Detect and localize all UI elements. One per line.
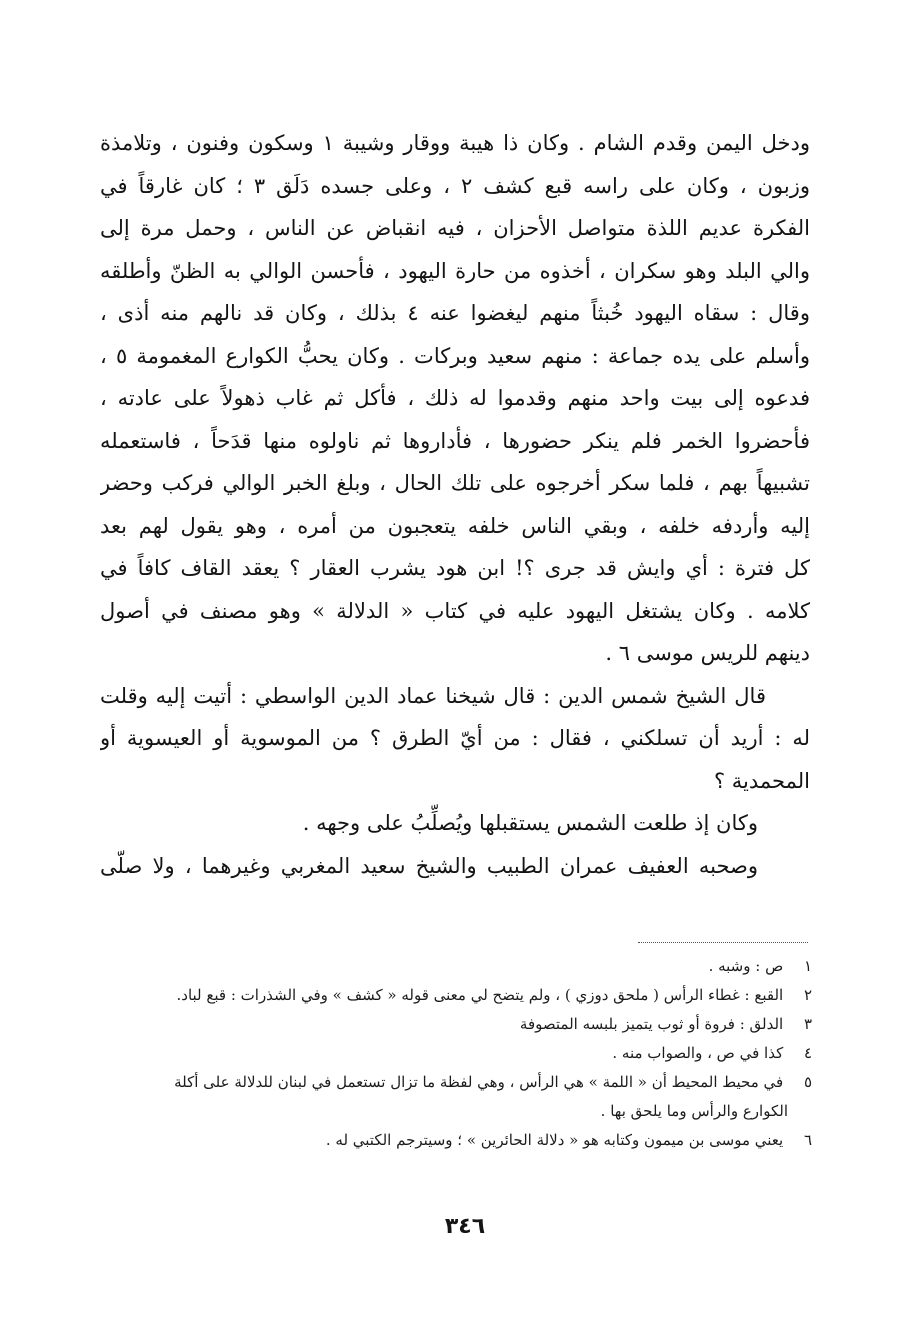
footnote-text: كذا في ص ، والصواب منه . [612, 1044, 784, 1062]
text-line: الفكرة عديم اللذة متواصل الأحزان ، فيه انقباض عن الناس ، وحمل مرة إلى [100, 216, 810, 240]
text-line: قال الشيخ شمس الدين : قال شيخنا عماد الدين الواسطي : أتيت إليه وقلت [100, 683, 766, 708]
footnote [100, 952, 812, 981]
text-line: وكان إذ طلعت الشمس يستقبلها ويُصلِّبُ على وجهه . [302, 811, 758, 835]
text-line: إليه وأردفه خلفه ، وبقي الناس خلفه يتعجبون من أمره ، وهو يقول لهم بعد [100, 513, 810, 538]
footnote [100, 981, 812, 1010]
text-line: له : أريد أن تسلكني ، فقال : من أيّ الطرق ؟ من الموسوية أو العيسوية أو [100, 726, 810, 750]
text-line: تشبيهاً بهم ، فلما سكر أخرجوه على تلك الحال ، وبلغ الخبر الوالي فركب وحضر [100, 471, 810, 495]
text-line: المحمدية ؟ [713, 768, 810, 793]
footnote-number: ٤ [803, 1044, 812, 1062]
footnote-number: ٦ [803, 1131, 812, 1149]
footnote-text: الكوارع والرأس وما يلحق بها . [600, 1102, 788, 1120]
text-line: فأحضروا الخمر فلم ينكر حضورها ، فأداروها ثم ناولوه منها قدَحاً ، فاستعمله [100, 428, 810, 453]
main-text [100, 122, 810, 887]
text-line: وزبون ، وكان على راسه قبع كشف ٢ ، وعلى جسده دَلَق ٣ ؛ كان غارقاً في [100, 173, 810, 198]
text-line: فدعوه إلى بيت واحد منهم وقدموا له ذلك ، فأكل ثم غاب ذهولاً على عادته ، [100, 386, 810, 410]
footnote-number: ٢ [803, 986, 812, 1004]
footnote [100, 1039, 812, 1068]
text-line: دينهم للريس موسى ٦ . [605, 641, 810, 665]
text-line: وأسلم على يده جماعة : منهم سعيد وبركات . وكان يحبُّ الكوارع المغمومة ٥ ، [100, 343, 810, 368]
footnote-divider [638, 942, 808, 943]
text-line: وقال : سقاه اليهود خُبثاً منهم ليغضوا عنه ٤ بذلك ، وكان قد نالهم منه أذى ، [100, 301, 810, 325]
footnote [100, 1068, 812, 1097]
footnote-text: في محيط المحيط أن « اللمة » هي الرأس ، وهي لفظة ما تزال تستعمل في لبنان للدلالة على أكلة [174, 1073, 784, 1091]
text-line: ودخل اليمن وقدم الشام . وكان ذا هيبة ووقار وشيبة ١ وسكون وفنون ، وتلامذة [100, 131, 810, 155]
footnote-text: الدلق : فروة أو ثوب يتميز بلبسه المتصوفة [519, 1015, 784, 1033]
footnotes [100, 952, 812, 1155]
footnote [100, 1126, 812, 1155]
text-line: والي البلد وهو سكران ، أخذوه من حارة اليهود ، فأحسن الوالي به الظنّ وأطلقه [100, 258, 810, 283]
footnote-continuation [100, 1097, 812, 1126]
text-line: وصحبه العفيف عمران الطبيب والشيخ سعيد المغربي وغيرهما ، ولا صلّى [100, 853, 758, 878]
footnote-text: يعني موسى بن ميمون وكتابه هو « دلالة الحائرين » ؛ وسيترجم الكتبي له . [325, 1131, 784, 1149]
text-line: كل فترة : أي وايش قد جرى ؟! ابن هود يشرب العقار ؟ يعقد القاف كافاً في [100, 556, 810, 580]
footnote-number: ٥ [803, 1073, 812, 1091]
footnote-text: القبع : غطاء الرأس ( ملحق دوزي ) ، ولم يتضح لي معنى قوله « كشف » وفي الشذرات : قبع لباد. [176, 986, 784, 1004]
footnote-number: ١ [803, 957, 812, 975]
footnote-text: ص : وشبه . [708, 957, 784, 975]
text-line: كلامه . وكان يشتغل اليهود عليه في كتاب « الدلالة » وهو مصنف في أصول [100, 598, 810, 623]
footnote-number: ٣ [803, 1015, 812, 1033]
page-number: ٣٤٦ [444, 1214, 486, 1239]
footnote [100, 1010, 812, 1039]
